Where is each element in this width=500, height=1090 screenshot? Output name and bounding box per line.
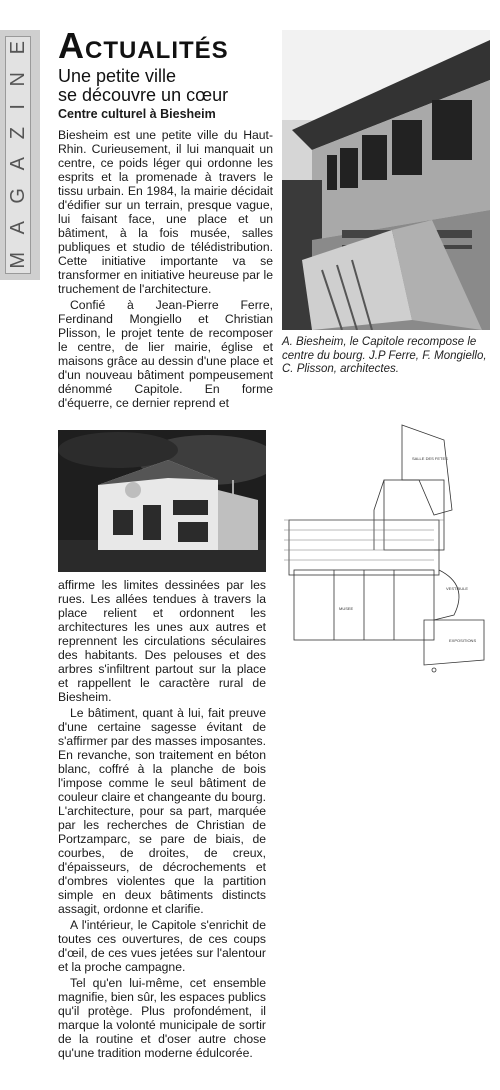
paragraph: Biesheim est une petite ville du Haut-Rhin. Curieusement, il lui manquait un centre, ce poids léger qui ordonne les esprits et la promenade à travers le tissu urbain. En 1984, la mairie décidait d'édifier sur un terrain, presque vague, lui faisant face, une place et un bâtiment, à la fois musée, salles publiques et studio de télédistribution. Cette initiative importante va se transformer en initiative heureuse par le truchement de l'architecture.	[58, 128, 273, 296]
plan-label-vestibule: VESTIBULE	[446, 586, 469, 591]
photo-caption: A. Biesheim, le Capitole recompose le centre du bourg. J.P Ferre, F. Mongiello, C. Plisson, architectes.	[282, 336, 487, 375]
magazine-label	[5, 36, 31, 274]
plan-label-salle: SALLE DES FETES	[412, 456, 448, 461]
paragraph: A l'intérieur, le Capitole s'enrichit de toutes ces ouvertures, de ces coups d'œil, de ces vues jetées sur l'alentour et la proche campagne.	[58, 918, 266, 974]
sidebar-letter: N	[7, 71, 29, 87]
floor-plan-drawing	[284, 420, 490, 675]
sidebar-letter: M	[7, 252, 29, 269]
paragraph: Tel qu'en lui-même, cet ensemble magnifie, bien sûr, les espaces publics qu'il protège. Plus profondément, il marque la volonté municipale de sortir de la routine et d'oser autre chose qu'une tradition moderne édulcorée.	[58, 976, 266, 1060]
building-photo-secondary	[58, 430, 266, 572]
sidebar-letter: I	[7, 104, 29, 110]
magazine-sidebar	[0, 30, 40, 280]
headline-line2: se découvre un cœur	[58, 85, 229, 105]
section-rest: CTUALITÉS	[85, 37, 229, 64]
headline	[58, 67, 273, 105]
sidebar-letter: A	[7, 157, 29, 171]
subheading: Centre culturel à Biesheim	[58, 107, 216, 121]
paragraph: Confié à Jean-Pierre Ferre, Ferdinand Mongiello et Christian Plisson, le projet tente de recomposer le centre, de lier mairie, église et maisons grâce au dessin d'une place et d'un nouveau bâtiment pompeusement dénommé Capitole. En forme d'équerre, ce dernier reprend et	[58, 298, 273, 410]
article-column-bottom	[58, 578, 266, 1060]
sidebar-letter: Z	[7, 127, 29, 140]
floor-plan	[284, 420, 490, 675]
headline-line1: Une petite ville	[58, 66, 177, 86]
article-header	[58, 25, 273, 121]
sidebar-letter: E	[7, 41, 29, 55]
paragraph: Le bâtiment, quant à lui, fait preuve d'une certaine sagesse évitant de s'affirmer par des masses imposantes. En revanche, son traitement en béton blanc, coffré à la planche de bois l'impose comme le seul bâtiment de couleur claire et changeante du bourg. L'architecture, pour sa part, marquée par les recherches de Christian de Portzamparc, se pare de biais, de courbes, de droites, de creux, d'épaisseurs, de décrochements et d'ombres violentes que la partition simple en deux bâtiments distincts assagit, ordonne et clarifie.	[58, 706, 267, 916]
sidebar-letter: A	[7, 221, 29, 235]
plan-label-musee: MUSEE	[339, 606, 354, 611]
section-title	[58, 25, 273, 66]
building-sky-illustration	[58, 430, 266, 572]
sidebar-letter: G	[7, 188, 29, 204]
building-illustration	[282, 30, 490, 330]
article-column-top	[58, 128, 273, 410]
paragraph: affirme les limites dessinées par les rues. Les allées tendues à travers la place relient et ordonnent les architectures les unes aux autres et reprennent les circulations séculaires des habitants. Des pelouses et des arbres s'infiltrent partout sur la place et rappellent le caractère rural de Biesheim.	[58, 578, 266, 704]
building-photo-main	[282, 30, 490, 330]
plan-label-expositions: EXPOSITIONS	[449, 638, 477, 643]
section-initial: A	[58, 25, 85, 66]
